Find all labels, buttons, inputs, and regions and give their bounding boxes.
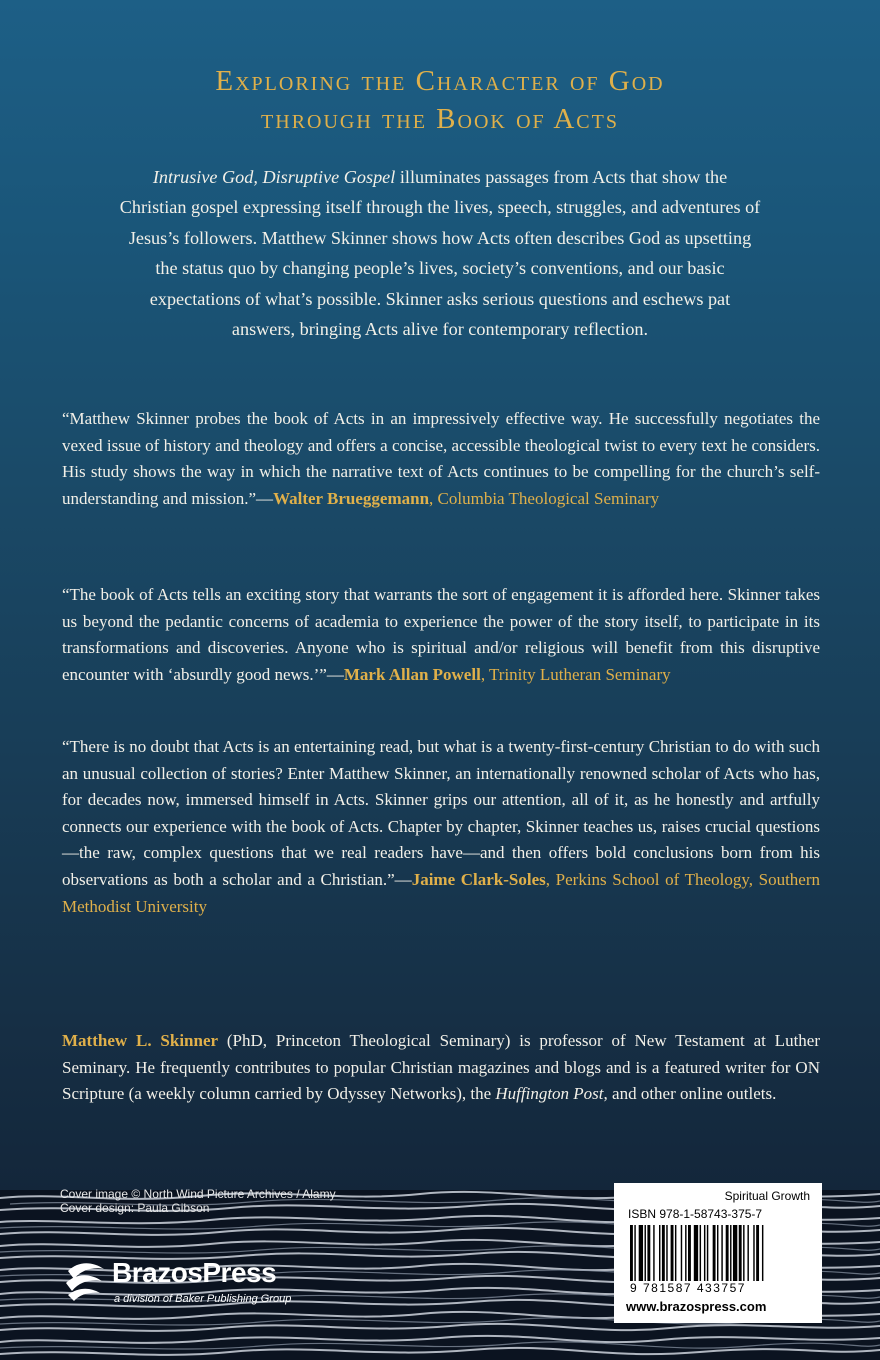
bio-text: (PhD, Princeton Theological Seminary) is professor of New Testament at Luther Seminary. He frequently contributes to popular Christian magazines and blogs and is a featured writer for ON Scripture (a weekly column carried by Odyssey Networks), the	[62, 1031, 820, 1104]
barcode-bar	[666, 1225, 667, 1281]
publisher-url: www.brazospress.com	[626, 1299, 767, 1314]
barcode-bar	[659, 1225, 660, 1281]
book-title: Intrusive God, Disruptive Gospel	[152, 167, 396, 187]
heading-line-1: Exploring the Character of God	[215, 65, 665, 97]
endorser-name: Walter Brueggemann	[273, 488, 430, 508]
barcode-bar	[756, 1225, 759, 1281]
barcode-bar	[743, 1225, 744, 1281]
barcode-bar	[675, 1225, 676, 1281]
endorser-affiliation: , Perkins School of Theology, Southern Methodist University	[62, 869, 820, 916]
isbn-text: ISBN 978-1-58743-375-7	[628, 1207, 763, 1221]
isbn-barcode-box	[614, 1183, 822, 1323]
endorser-name: Jaime Clark-Soles	[411, 869, 546, 889]
barcode-bar	[739, 1225, 742, 1281]
category-label: Spiritual Growth	[724, 1189, 810, 1203]
author-bio	[62, 1028, 820, 1108]
barcode-bar	[662, 1225, 665, 1281]
cover-heading	[0, 62, 880, 138]
barcode-bar	[730, 1225, 731, 1281]
heading-line-2: through the Book of Acts	[261, 103, 619, 135]
barcode-bar	[707, 1225, 708, 1281]
barcode-digits: 9 781587 433757	[630, 1281, 746, 1295]
barcode-bar	[688, 1225, 691, 1281]
barcode-bar	[713, 1225, 716, 1281]
brazos-wave-icon	[64, 1257, 110, 1303]
barcode-bar	[645, 1225, 646, 1281]
cover-design-credit: Cover design: Paula Gibson	[60, 1201, 210, 1215]
barcode-bar	[733, 1225, 737, 1281]
endorsement-text: “The book of Acts tells an exciting story that warrants the sort of engagement it is afforded here. Skinner takes us beyond the pedantic concerns of academia to experience the power of the story itself, to participate in its transformations and discoveries. Anyone who is spiritual and/or religious will benefit from this disruptive encounter with ‘absurdly good news.’”—	[62, 585, 820, 684]
barcode-bar	[681, 1225, 682, 1281]
cover-credits	[60, 1187, 336, 1215]
barcode-bar	[639, 1225, 643, 1281]
endorsement	[62, 406, 820, 512]
barcode-bar	[671, 1225, 674, 1281]
barcode-bar	[726, 1225, 729, 1281]
barcode-bar	[704, 1225, 705, 1281]
publisher-name: BrazosPress	[112, 1257, 277, 1288]
barcode-bar	[762, 1225, 763, 1281]
barcode-bar	[647, 1225, 650, 1281]
bio-italic: Huffington Post	[495, 1084, 604, 1104]
barcode-bar	[634, 1225, 635, 1281]
barcode-bar	[747, 1225, 748, 1281]
endorsement-text: “There is no doubt that Acts is an entertaining read, but what is a twenty-first-century Christian to do with such an unusual collection of stories? Enter Matthew Skinner, an internationally renowned scholar of Acts who has, for decades now, immersed himself in Acts. Skinner grips our attention, all of it, as he honestly and artfully connects our experience with the book of Acts. Chapter by chapter, Skinner teaches us, raises crucial questions—the raw, complex questions that we real readers have—and then offers bold conclusions born from his observations as both a scholar and a Christian.”—	[62, 737, 820, 889]
bio-text-end: , and other online outlets.	[603, 1084, 777, 1104]
barcode-bar	[753, 1225, 754, 1281]
barcode-bar	[694, 1225, 698, 1281]
cover-image-credit: Cover image © North Wind Picture Archives / Alamy	[60, 1187, 336, 1201]
barcode-bar	[700, 1225, 701, 1281]
book-description	[118, 162, 762, 344]
barcode-bar	[630, 1225, 633, 1281]
barcode-bar	[717, 1225, 718, 1281]
endorser-affiliation: , Trinity Lutheran Seminary	[480, 664, 671, 684]
endorser-affiliation: , Columbia Theological Seminary	[429, 488, 660, 508]
publisher-subtitle: a division of Baker Publishing Group	[114, 1293, 292, 1305]
endorsement-text: “Matthew Skinner probes the book of Acts in an impressively effective way. He successfully negotiates the vexed issue of history and theology and offers a concise, accessible theological twist to every text he considers. His study shows the way in which the narrative text of Acts continues to be compelling for the church’s self-understanding and mission.”—	[62, 409, 820, 508]
barcode-bar	[653, 1225, 654, 1281]
endorsement	[62, 582, 820, 688]
endorsement	[62, 734, 820, 920]
barcode-bar	[721, 1225, 722, 1281]
barcode-bar	[685, 1225, 686, 1281]
endorser-name: Mark Allan Powell	[343, 664, 481, 684]
author-name: Matthew L. Skinner	[62, 1031, 219, 1050]
description-text: illuminates passages from Acts that show the Christian gospel expressing itself through the lives, speech, struggles, and adventures of Jesus’s followers. Matthew Skinner shows how Acts often describes God as upsetting the status quo by changing people’s lives, society’s conventions, and our basic expectations of what’s possible. Skinner asks serious questions and eschews pat answers, bringing Acts alive for contemporary reflection.	[119, 167, 761, 340]
publisher-logo	[64, 1255, 364, 1325]
barcode-graphic	[628, 1225, 812, 1281]
